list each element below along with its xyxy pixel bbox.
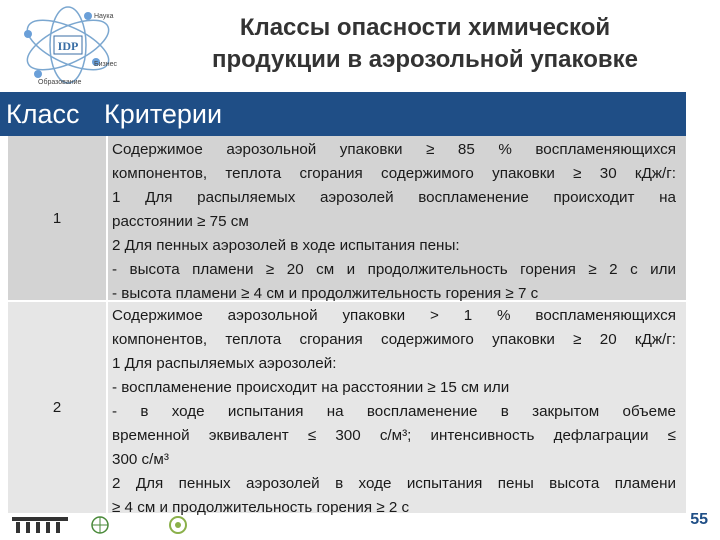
criteria-line: 2 Для пенных аэрозолей в ходе испытания пены высота пламени [112, 475, 676, 492]
criteria-cell [112, 304, 676, 520]
title-line-2: продукции в аэрозольной упаковке [212, 46, 638, 73]
table-header [0, 92, 686, 136]
criteria-line: компонентов, теплота сгорания содержимого упаковки ≥ 20 кДж/г: [112, 331, 676, 348]
header-criteria: Критерии [104, 98, 223, 129]
criteria-line: 1 Для распыляемых аэрозолей: [112, 355, 337, 372]
building-logo-icon [10, 515, 70, 535]
criteria-line: 1 Для распыляемых аэрозолей воспламенение происходит на [112, 189, 676, 206]
table-row [8, 136, 686, 302]
class-cell: 2 [8, 302, 108, 513]
hazard-table [8, 136, 686, 516]
criteria-line: - высота пламени ≥ 4 см и продолжительность горения ≥ 7 с [112, 285, 539, 302]
globe-logo-icon [88, 515, 148, 535]
logo-label-science: Наука [94, 13, 114, 20]
criteria-line: - высота пламени ≥ 20 см и продолжительность горения ≥ 2 с или [112, 261, 676, 278]
slide-title [140, 12, 710, 76]
criteria-line: ≥ 4 см и продолжительность горения ≥ 2 с [112, 499, 410, 516]
criteria-line: расстоянии ≥ 75 см [112, 213, 249, 230]
criteria-line: - воспламенение происходит на расстоянии ≥ 15 см или [112, 379, 510, 396]
criteria-line: 300 с/м³ [112, 451, 169, 468]
logo-label-business: Бизнес [94, 61, 117, 68]
partner-logos [10, 515, 226, 535]
class-cell: 1 [8, 136, 108, 300]
page-number: 55 [690, 511, 708, 528]
criteria-line: компонентов, теплота сгорания содержимого упаковки ≥ 30 кДж/г: [112, 165, 676, 182]
criteria-line: 2 Для пенных аэрозолей в ходе испытания пены: [112, 237, 460, 254]
circle-logo-icon [166, 515, 226, 535]
logo-label-education: Образование [38, 79, 82, 86]
criteria-line: - в ходе испытания на воспламенение в закрытом объеме [112, 403, 676, 420]
criteria-line: временной эквивалент ≤ 300 с/м³; интенсивность дефлаграции ≤ [112, 427, 676, 444]
header-class: Класс [6, 98, 80, 129]
criteria-line: Содержимое аэрозольной упаковки ≥ 85 % воспламеняющихся [112, 141, 676, 158]
criteria-cell [112, 138, 676, 306]
criteria-line: Содержимое аэрозольной упаковки > 1 % воспламеняющихся [112, 307, 676, 324]
logo-center-text: IDP [57, 39, 79, 53]
institute-logo [8, 4, 128, 86]
title-line-1: Классы опасности химической [239, 14, 611, 41]
table-row [8, 302, 686, 516]
